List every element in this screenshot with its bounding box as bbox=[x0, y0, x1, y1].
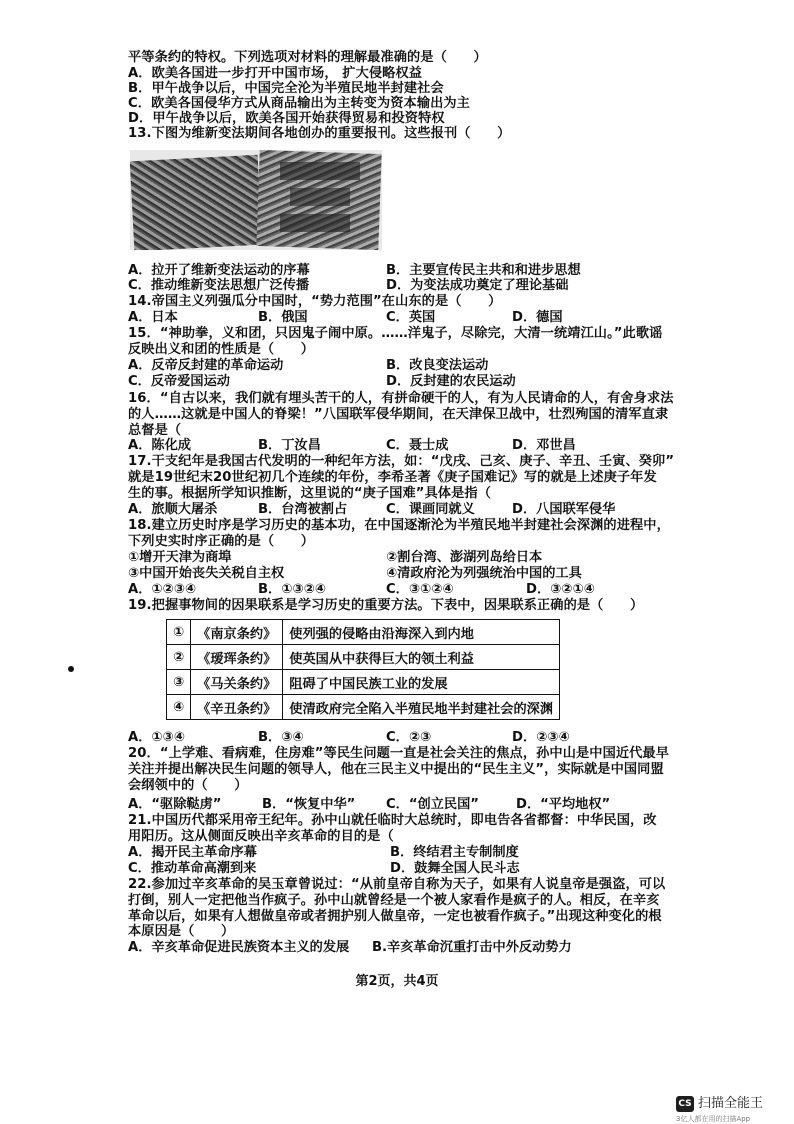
treaty-name: 《辛丑条约》 bbox=[191, 695, 283, 720]
q21-option-a: A．揭开民主革命序幕 bbox=[128, 845, 257, 860]
q19-option-d: D．②③④ bbox=[512, 730, 570, 745]
q12-option-a: A．欧美各国进一步打开中国市场， 扩大侵略权益 bbox=[128, 66, 423, 81]
q20-option-c: C．“创立民国” bbox=[386, 797, 479, 812]
treaty-name: 《南京条约》 bbox=[191, 620, 283, 645]
q17-option-b: B．台湾被割占 bbox=[258, 502, 348, 517]
treaty-name: 《瑷珲条约》 bbox=[191, 645, 283, 670]
q16-stem-3: 总督是（ bbox=[128, 423, 182, 438]
treaty-effect: 使英国从中获得巨大的领土利益 bbox=[283, 645, 560, 670]
q22-option-a: A．辛亥革命促进民族资本主义的发展 bbox=[128, 940, 350, 955]
q18-item-4: ④清政府沦为列强统治中国的工具 bbox=[386, 566, 582, 581]
q20-stem-1: 20．“上学难、看病难，住房难”等民生问题一直是社会关注的焦点，孙中山是中国近代最早 bbox=[128, 746, 670, 761]
q18-option-d: D．③②①④ bbox=[526, 582, 595, 597]
q21-option-c: C．推动革命高潮到来 bbox=[128, 861, 257, 876]
q18-item-1: ①增开天津为商埠 bbox=[128, 550, 232, 565]
q21-stem-1: 21.中国历代都采用帝王纪年。孙中山就任临时大总统时，即电告各省都督：中华民国，改 bbox=[128, 813, 657, 828]
row-number: ① bbox=[167, 620, 191, 645]
q12-option-b: B．甲午战争以后，中国完全沦为半殖民地半封建社会 bbox=[128, 81, 444, 96]
q17-option-a: A．旅顺大屠杀 bbox=[128, 502, 218, 517]
q22-stem-4: 本原因是（ ） bbox=[128, 924, 235, 939]
q19-option-b: B．③④ bbox=[258, 730, 304, 745]
q18-option-c: C．③①②④ bbox=[386, 582, 454, 597]
q15-option-c: C．反帝爱国运动 bbox=[128, 374, 230, 389]
q19-option-a: A．①③④ bbox=[128, 730, 185, 745]
brand-tagline: 3亿人都在用的扫描App bbox=[676, 1115, 751, 1123]
q20-option-a: A．“驱除鞑虏” bbox=[128, 797, 222, 812]
q14-option-d: D．德国 bbox=[512, 310, 563, 325]
q14-option-c: C．英国 bbox=[386, 310, 436, 325]
q20-option-d: D．“平均地权” bbox=[516, 797, 611, 812]
q22-stem-1: 22.参加过辛亥革命的吴玉章曾说过：“从前皇帝自称为天子，如果有人说皇帝是强盗，可以 bbox=[128, 877, 666, 892]
q16-option-b: B．丁汝昌 bbox=[258, 438, 321, 453]
q13-stem: 13.下图为维新变法期间各地创办的重要报刊。这些报刊（ ） bbox=[128, 126, 511, 141]
q19-stem: 19.把握事物间的因果联系是学习历史的重要方法。下表中，因果联系正确的是（ ） bbox=[128, 598, 644, 613]
q12-stem-end: 平等条约的特权。下列选项对材料的理解最准确的是（ ） bbox=[128, 50, 487, 65]
q17-option-c: C．课画同就义 bbox=[386, 502, 475, 517]
treaty-effect: 使清政府完全陷入半殖民地半封建社会的深渊 bbox=[283, 695, 560, 720]
q17-stem-2: 就是19世纪末20世纪初几个连续的年份，李希圣著《庚子国难记》写的就是上述庚子年发 bbox=[128, 470, 657, 485]
row-number: ③ bbox=[167, 670, 191, 695]
q18-option-a: A．①②③④ bbox=[128, 582, 197, 597]
q18-stem-1: 18.建立历史时序是学习历史的基本功，在中国逐渐沦为半殖民地半封建社会深渊的进程中， bbox=[128, 518, 670, 533]
treaty-effect: 使列强的侵略由沿海深入到内地 bbox=[283, 620, 560, 645]
q18-item-3: ③中国开始丧失关税自主权 bbox=[128, 566, 285, 581]
page-number: 第2页，共4页 bbox=[355, 974, 439, 989]
q19-option-c: C．②③ bbox=[386, 730, 432, 745]
q15-stem-2: 反映出义和团的性质是（ ） bbox=[128, 342, 315, 357]
q21-stem-2: 用阳历。这从侧面反映出辛亥革命的目的是（ bbox=[128, 829, 394, 844]
q16-option-a: A．陈化成 bbox=[128, 438, 191, 453]
table-row bbox=[167, 670, 560, 695]
q12-option-c: C．欧美各国侵华方式从商品输出为主转变为资本输出为主 bbox=[128, 96, 470, 111]
q16-option-c: C．聂士成 bbox=[386, 438, 449, 453]
q17-stem-3: 生的事。根据所学知识推断，这里说的“庚子国难”具体是指（ bbox=[128, 486, 492, 501]
q17-option-d: D．八国联军侵华 bbox=[512, 502, 616, 517]
q20-option-b: B．“恢复中华” bbox=[262, 797, 356, 812]
q15-option-b: B．改良变法运动 bbox=[386, 358, 489, 373]
newspaper-photo bbox=[130, 150, 382, 250]
q18-item-2: ②割台湾、澎湖列岛给日本 bbox=[386, 550, 543, 565]
q14-option-a: A．日本 bbox=[128, 310, 178, 325]
q13-option-d: D．为变法成功奠定了理论基础 bbox=[386, 278, 569, 293]
q17-stem-1: 17.干支纪年是我国古代发明的一种纪年方法，如：“戊戌、己亥、庚子、辛丑、壬寅、癸卯” bbox=[128, 454, 675, 469]
q20-stem-2: 关注并提出解决民生问题的领导人，他在三民主义中提出的“民生主义”，实际就是中国同盟 bbox=[128, 762, 664, 777]
q16-option-d: D．邓世昌 bbox=[512, 438, 576, 453]
q18-stem-2: 下列史实时序正确的是（ ） bbox=[128, 534, 315, 549]
q21-option-b: B．终结君主专制制度 bbox=[390, 845, 519, 860]
q22-option-b: B.辛亥革命沉重打击中外反动势力 bbox=[372, 940, 572, 955]
q14-option-b: B．俄国 bbox=[258, 310, 308, 325]
q18-option-b: B．①③②④ bbox=[258, 582, 326, 597]
q20-stem-3: 会纲领中的（ ） bbox=[128, 778, 248, 793]
q16-stem-2: 的人……这就是中国人的脊梁！”八国联军侵华期间，在天津保卫战中，壮烈殉国的清军直隶 bbox=[128, 407, 669, 422]
q16-stem-1: 16．“自古以来，我们就有埋头苦干的人，有拼命硬干的人，有为人民请命的人，有舍身求法 bbox=[128, 391, 674, 406]
table-row bbox=[167, 620, 560, 645]
q15-option-a: A．反帝反封建的革命运动 bbox=[128, 358, 284, 373]
q14-stem: 14.帝国主义列强瓜分中国时，“势力范围”在山东的是（ ） bbox=[128, 294, 502, 309]
q22-stem-3: 革命以后，如果有人想做皇帝或者拥护别人做皇帝，一定也被看作疯子。”出现这种变化的根 bbox=[128, 909, 662, 924]
q13-option-b: B．主要宣传民主共和和进步思想 bbox=[386, 263, 581, 278]
camscanner-logo-icon: CS bbox=[676, 1096, 694, 1112]
table-row bbox=[167, 695, 560, 720]
q22-stem-2: 打倒，别人一定把他当作疯子。孙中山就曾经是一个被人家看作是疯子的人。相反，在辛亥 bbox=[128, 893, 660, 908]
q21-option-d: D．鼓舞全国人民斗志 bbox=[390, 861, 520, 876]
scan-speck bbox=[68, 666, 74, 672]
q15-stem-1: 15．“神助拳，义和团，只因鬼子闹中原。……洋鬼子，尽除完，大清一统靖江山。”此歌谣 bbox=[128, 326, 663, 341]
table-row bbox=[167, 645, 560, 670]
treaty-effect: 阻碍了中国民族工业的发展 bbox=[283, 670, 560, 695]
q13-option-c: C．推动维新变法思想广泛传播 bbox=[128, 278, 310, 293]
cause-effect-table bbox=[166, 619, 560, 720]
brand-name: 扫描全能王 bbox=[698, 1096, 764, 1111]
row-number: ② bbox=[167, 645, 191, 670]
q15-option-d: D．反封建的农民运动 bbox=[386, 374, 516, 389]
q13-option-a: A．拉开了维新变法运动的序幕 bbox=[128, 263, 310, 278]
row-number: ④ bbox=[167, 695, 191, 720]
q12-option-d: D．甲午战争以后，欧美各国开始获得贸易和投资特权 bbox=[128, 111, 445, 126]
treaty-name: 《马关条约》 bbox=[191, 670, 283, 695]
